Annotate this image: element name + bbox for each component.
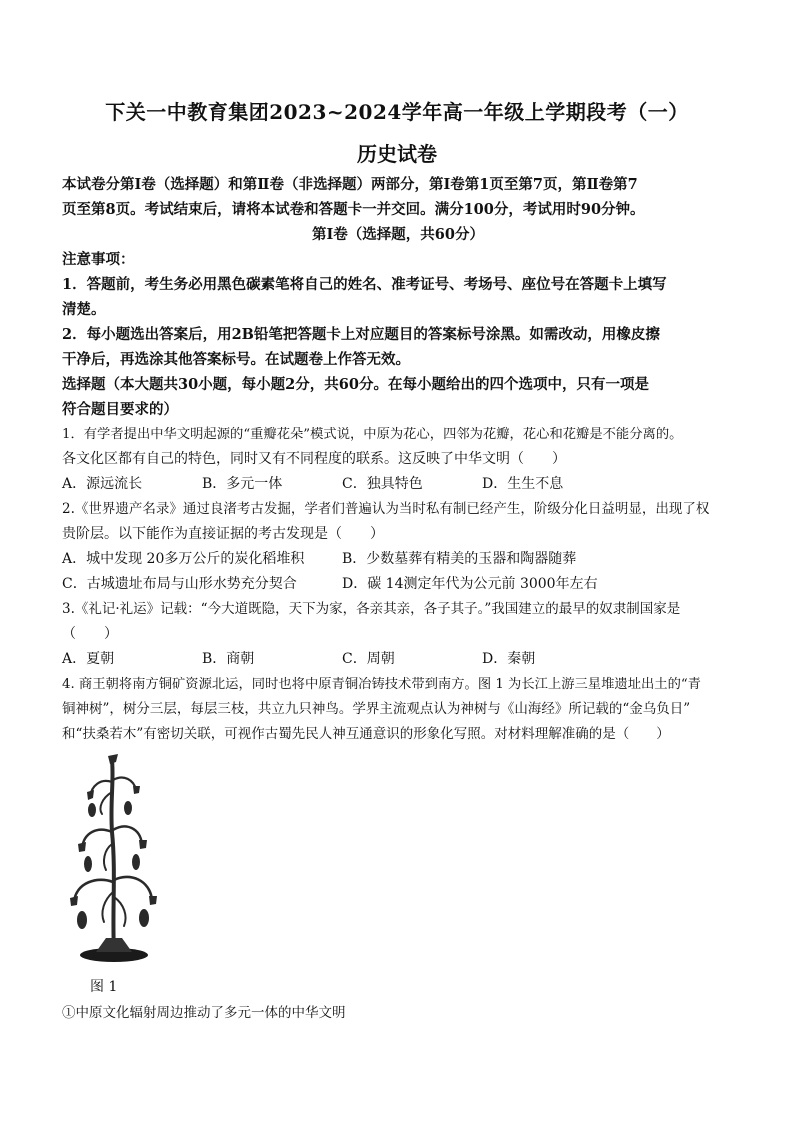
option-a: A．源远流长 (62, 476, 143, 492)
option-d: D．碳 14测定年代为公元前 3000年左右 (342, 576, 598, 592)
question-3 (62, 597, 734, 672)
options-row (62, 547, 734, 572)
intro-line: 本试卷分第Ⅰ卷（选择题）和第Ⅱ卷（非选择题）两部分，第Ⅰ卷第1页至第7页，第Ⅱ卷第7 (62, 176, 638, 193)
question-text: 贵阶层。以下能作为直接证据的考古发现是（ ） (62, 526, 384, 542)
exam-title: 下关一中教育集团2023~2024学年高一年级上学期段考（一） (105, 100, 689, 124)
question-text: （ ） (62, 626, 118, 642)
choice-intro-line: 选择题（本大题共30小题，每小题2分，共60分。在每小题给出的四个选项中，只有一项是 (62, 376, 649, 393)
option-c: C．独具特色 (342, 476, 423, 492)
question-1 (62, 422, 734, 497)
notes-line: 2．每小题选出答案后，用2B铅笔把答题卡上对应题目的答案标号涂黑。如需改动，用橡皮擦 (62, 326, 660, 343)
notes-line: 清楚。 (62, 301, 106, 318)
notes (62, 247, 734, 372)
question-4 (62, 672, 734, 747)
notes-heading: 注意事项： (62, 251, 135, 268)
question-text: 铜神树”，树分三层，每层三枝，共立九只神鸟。学界主流观点认为神树与《山海经》所记载的“金乌负日” (62, 701, 691, 717)
choice-intro (62, 372, 734, 422)
question-text: 2.《世界遗产名录》通过良渚考古发掘，学者们普遍认为当时私有制已经产生，阶级分化日益明显，出现了权 (62, 501, 710, 517)
question-text: 4. 商王朝将南方铜矿资源北运，同时也将中原青铜冶铸技术带到南方。图 1 为长江上游三星堆遗址出土的“青 (62, 677, 701, 692)
question-text: 3.《礼记·礼运》记载：“今大道既隐，天下为家，各亲其亲，各子其子。”我国建立的最早的奴隶制国家是 (62, 601, 681, 617)
option-b: B．少数墓葬有精美的玉器和陶器随葬 (342, 551, 577, 567)
exam-subtitle: 历史试卷 (357, 142, 437, 166)
options-row (62, 472, 734, 497)
option-d: D．生生不息 (482, 476, 564, 492)
section-heading: 第Ⅰ卷（选择题，共60分） (312, 226, 484, 243)
figure-caption: 图 1 (90, 979, 118, 995)
question-text: 和“扶桑若木”有密切关联，可视作古蜀先民人神互通意识的形象化写照。对材料理解准确的是（ ） (62, 726, 670, 742)
question-text: 1．有学者提出中华文明起源的“重瓣花朵”模式说，中原为花心，四邻为花瓣，花心和花瓣是不能分离的。 (62, 427, 683, 442)
option-c: C．古城遗址布局与山形水势充分契合 (62, 576, 297, 592)
question-2 (62, 497, 734, 597)
notes-line: 干净后，再选涂其他答案标号。在试题卷上作答无效。 (62, 351, 410, 368)
intro-line: 页至第8页。考试结束后，请将本试卷和答题卡一并交回。满分100分，考试用时90分钟。 (62, 201, 645, 218)
option-a: A．夏朝 (62, 651, 115, 667)
intro (62, 172, 734, 222)
choice-intro-line: 符合题目要求的） (62, 401, 178, 418)
option-c: C．周朝 (342, 651, 395, 667)
options-row (62, 572, 734, 597)
question-text: 各文化区都有自己的特色，同时又有不同程度的联系。这反映了中华文明（ ） (62, 451, 566, 467)
option-d: D．秦朝 (482, 651, 536, 667)
options-row (62, 647, 734, 672)
option-b: B．商朝 (202, 651, 255, 667)
bronze-tree-figure (62, 752, 172, 967)
notes-line: 1．答题前，考生务必用黑色碳素笔将自己的姓名、准考证号、考场号、座位号在答题卡上填写 (62, 276, 667, 293)
statement-1: ①中原文化辐射周边推动了多元一体的中华文明 (62, 1005, 346, 1021)
option-b: B．多元一体 (202, 476, 283, 492)
option-a: A．城中发现 20多万公斤的炭化稻堆积 (62, 551, 305, 567)
